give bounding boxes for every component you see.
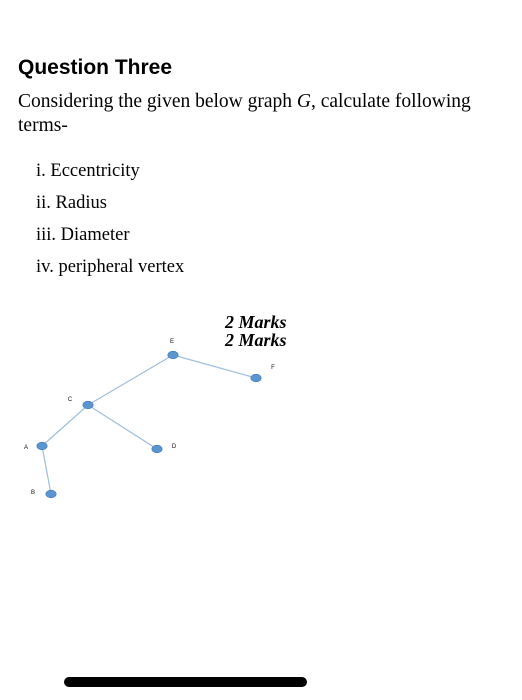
graph-vertex-label-f: F (271, 365, 275, 371)
graph-edge-c-e (88, 355, 173, 405)
graph-vertex-f (251, 374, 261, 382)
marks-label: 2 Marks (225, 330, 287, 350)
term-eccentricity: i. Eccentricity (36, 161, 140, 181)
graph-labels (24, 339, 275, 496)
graph-symbol: G (296, 91, 311, 112)
graph-vertex-label-e: E (169, 339, 175, 345)
home-indicator-bar[interactable] (64, 677, 307, 687)
graph-edge-a-c (42, 405, 88, 446)
graph-vertex-a (37, 442, 47, 450)
term-peripheral-vertex: iv. peripheral vertex (36, 257, 185, 277)
prompt-text-end: , calculate following terms- (18, 91, 471, 136)
graph-vertex-c (83, 401, 93, 409)
graph-edge-c-d (88, 405, 157, 449)
graph-vertex-b (46, 490, 56, 498)
graph-vertices (37, 351, 261, 498)
graph-edges (42, 355, 256, 494)
graph-edge-a-b (42, 446, 51, 494)
graph-vertex-label-b: B (30, 490, 36, 496)
question-heading: Question Three (18, 56, 173, 79)
prompt-text-start: Considering the given below graph (18, 91, 297, 112)
marks-label: 2 Marks (225, 312, 287, 332)
graph-vertex-d (152, 445, 162, 453)
graph-vertex-e (168, 351, 178, 359)
term-diameter: iii. Diameter (36, 225, 130, 245)
graph-vertex-label-a: A (23, 445, 29, 451)
term-radius: ii. Radius (36, 193, 107, 213)
graph-vertex-label-c: C (67, 397, 73, 403)
graph-edge-e-f (173, 355, 256, 378)
graph-vertex-label-d: D (171, 444, 177, 450)
